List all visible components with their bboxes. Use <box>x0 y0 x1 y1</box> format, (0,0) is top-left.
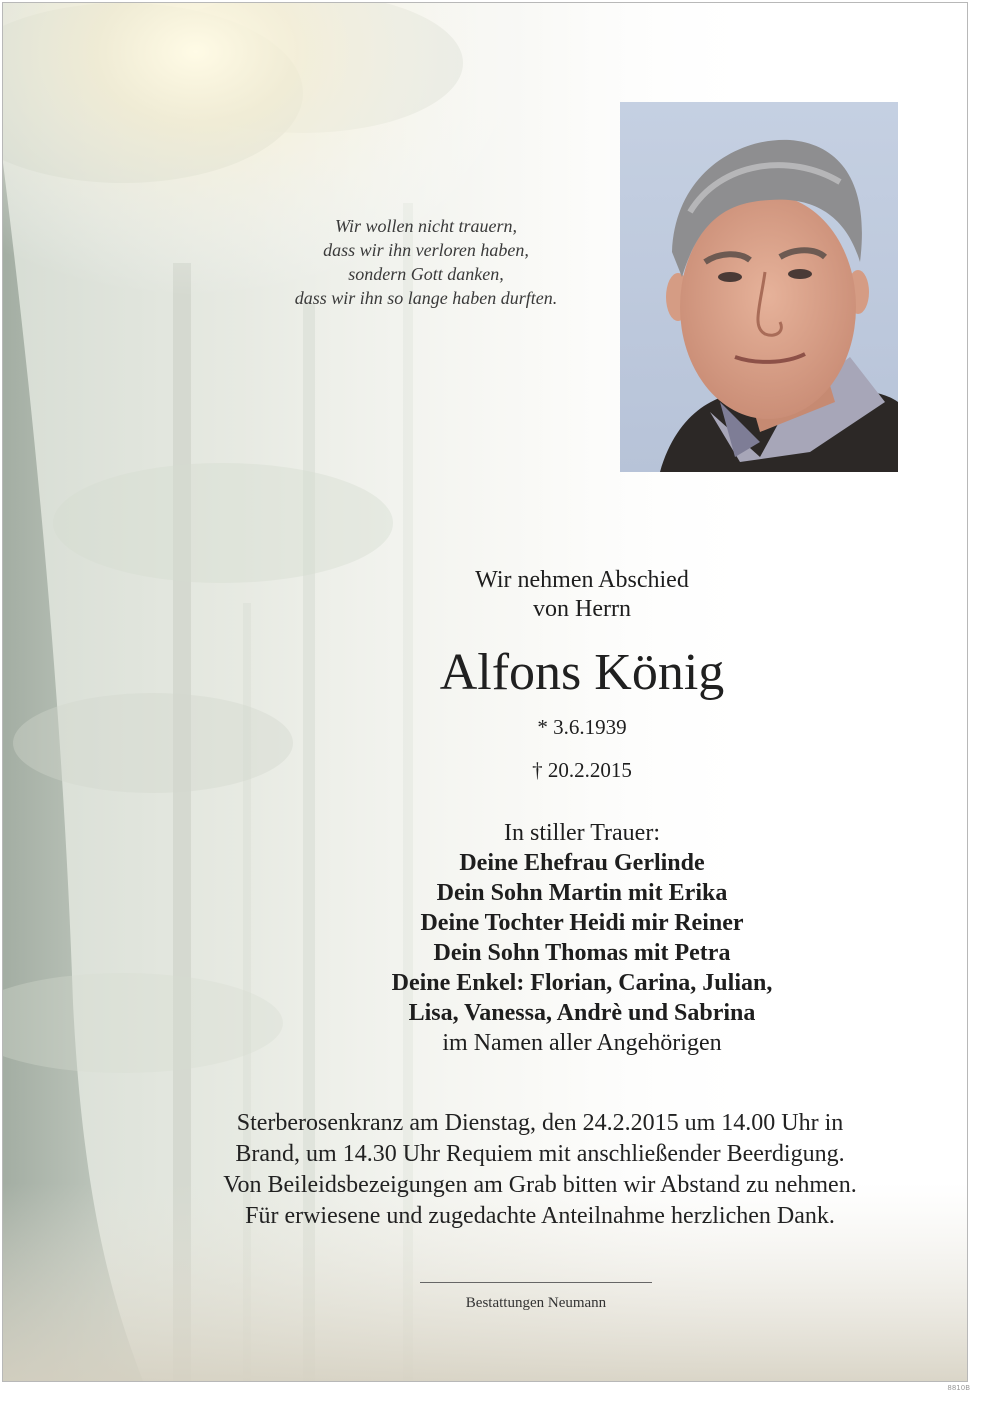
signature-divider <box>420 1282 652 1283</box>
intro-line: von Herrn <box>533 596 631 622</box>
mourner-line: Dein Sohn Thomas mit Petra <box>433 940 731 966</box>
portrait-photo <box>620 102 898 472</box>
poem-line: dass wir ihn verloren haben, <box>323 240 529 260</box>
service-line: Von Beileidsbezeigungen am Grab bitten wir Abstand zu nehmen. <box>223 1172 857 1198</box>
poem-line: sondern Gott danken, <box>348 264 504 284</box>
mourner-line: Lisa, Vanessa, Andrè und Sabrina <box>408 1000 756 1026</box>
intro-line: Wir nehmen Abschied <box>475 567 689 593</box>
death-date: † 20.2.2015 <box>532 758 632 782</box>
service-line: Für erwiesene und zugedachte Anteilnahme herzlichen Dank. <box>245 1203 835 1229</box>
mourners-closing: im Namen aller Angehörigen <box>442 1030 722 1056</box>
deceased-name: Alfons König <box>439 644 725 701</box>
farewell-intro <box>332 566 832 624</box>
mourner-line: Dein Sohn Martin mit Erika <box>436 880 728 906</box>
birth-date: * 3.6.1939 <box>537 715 627 739</box>
poem-line: dass wir ihn so lange haben durften. <box>294 288 558 308</box>
service-line: Sterberosenkranz am Dienstag, den 24.2.2015 um 14.00 Uhr in <box>236 1110 844 1136</box>
poem <box>240 214 612 310</box>
poem-line: Wir wollen nicht trauern, <box>335 216 517 236</box>
mourner-line: Deine Enkel: Florian, Carina, Julian, <box>391 970 773 996</box>
service-details <box>150 1108 930 1232</box>
undertaker-name: Bestattungen Neumann <box>465 1295 607 1311</box>
mourner-line: Deine Ehefrau Gerlinde <box>459 850 705 876</box>
mourner-line: Deine Tochter Heidi mir Reiner <box>420 910 744 936</box>
template-code: 8810B <box>947 1384 970 1392</box>
mourners-list <box>332 818 832 1058</box>
mourners-heading: In stiller Trauer: <box>504 820 660 846</box>
service-line: Brand, um 14.30 Uhr Requiem mit anschließender Beerdigung. <box>235 1141 845 1167</box>
